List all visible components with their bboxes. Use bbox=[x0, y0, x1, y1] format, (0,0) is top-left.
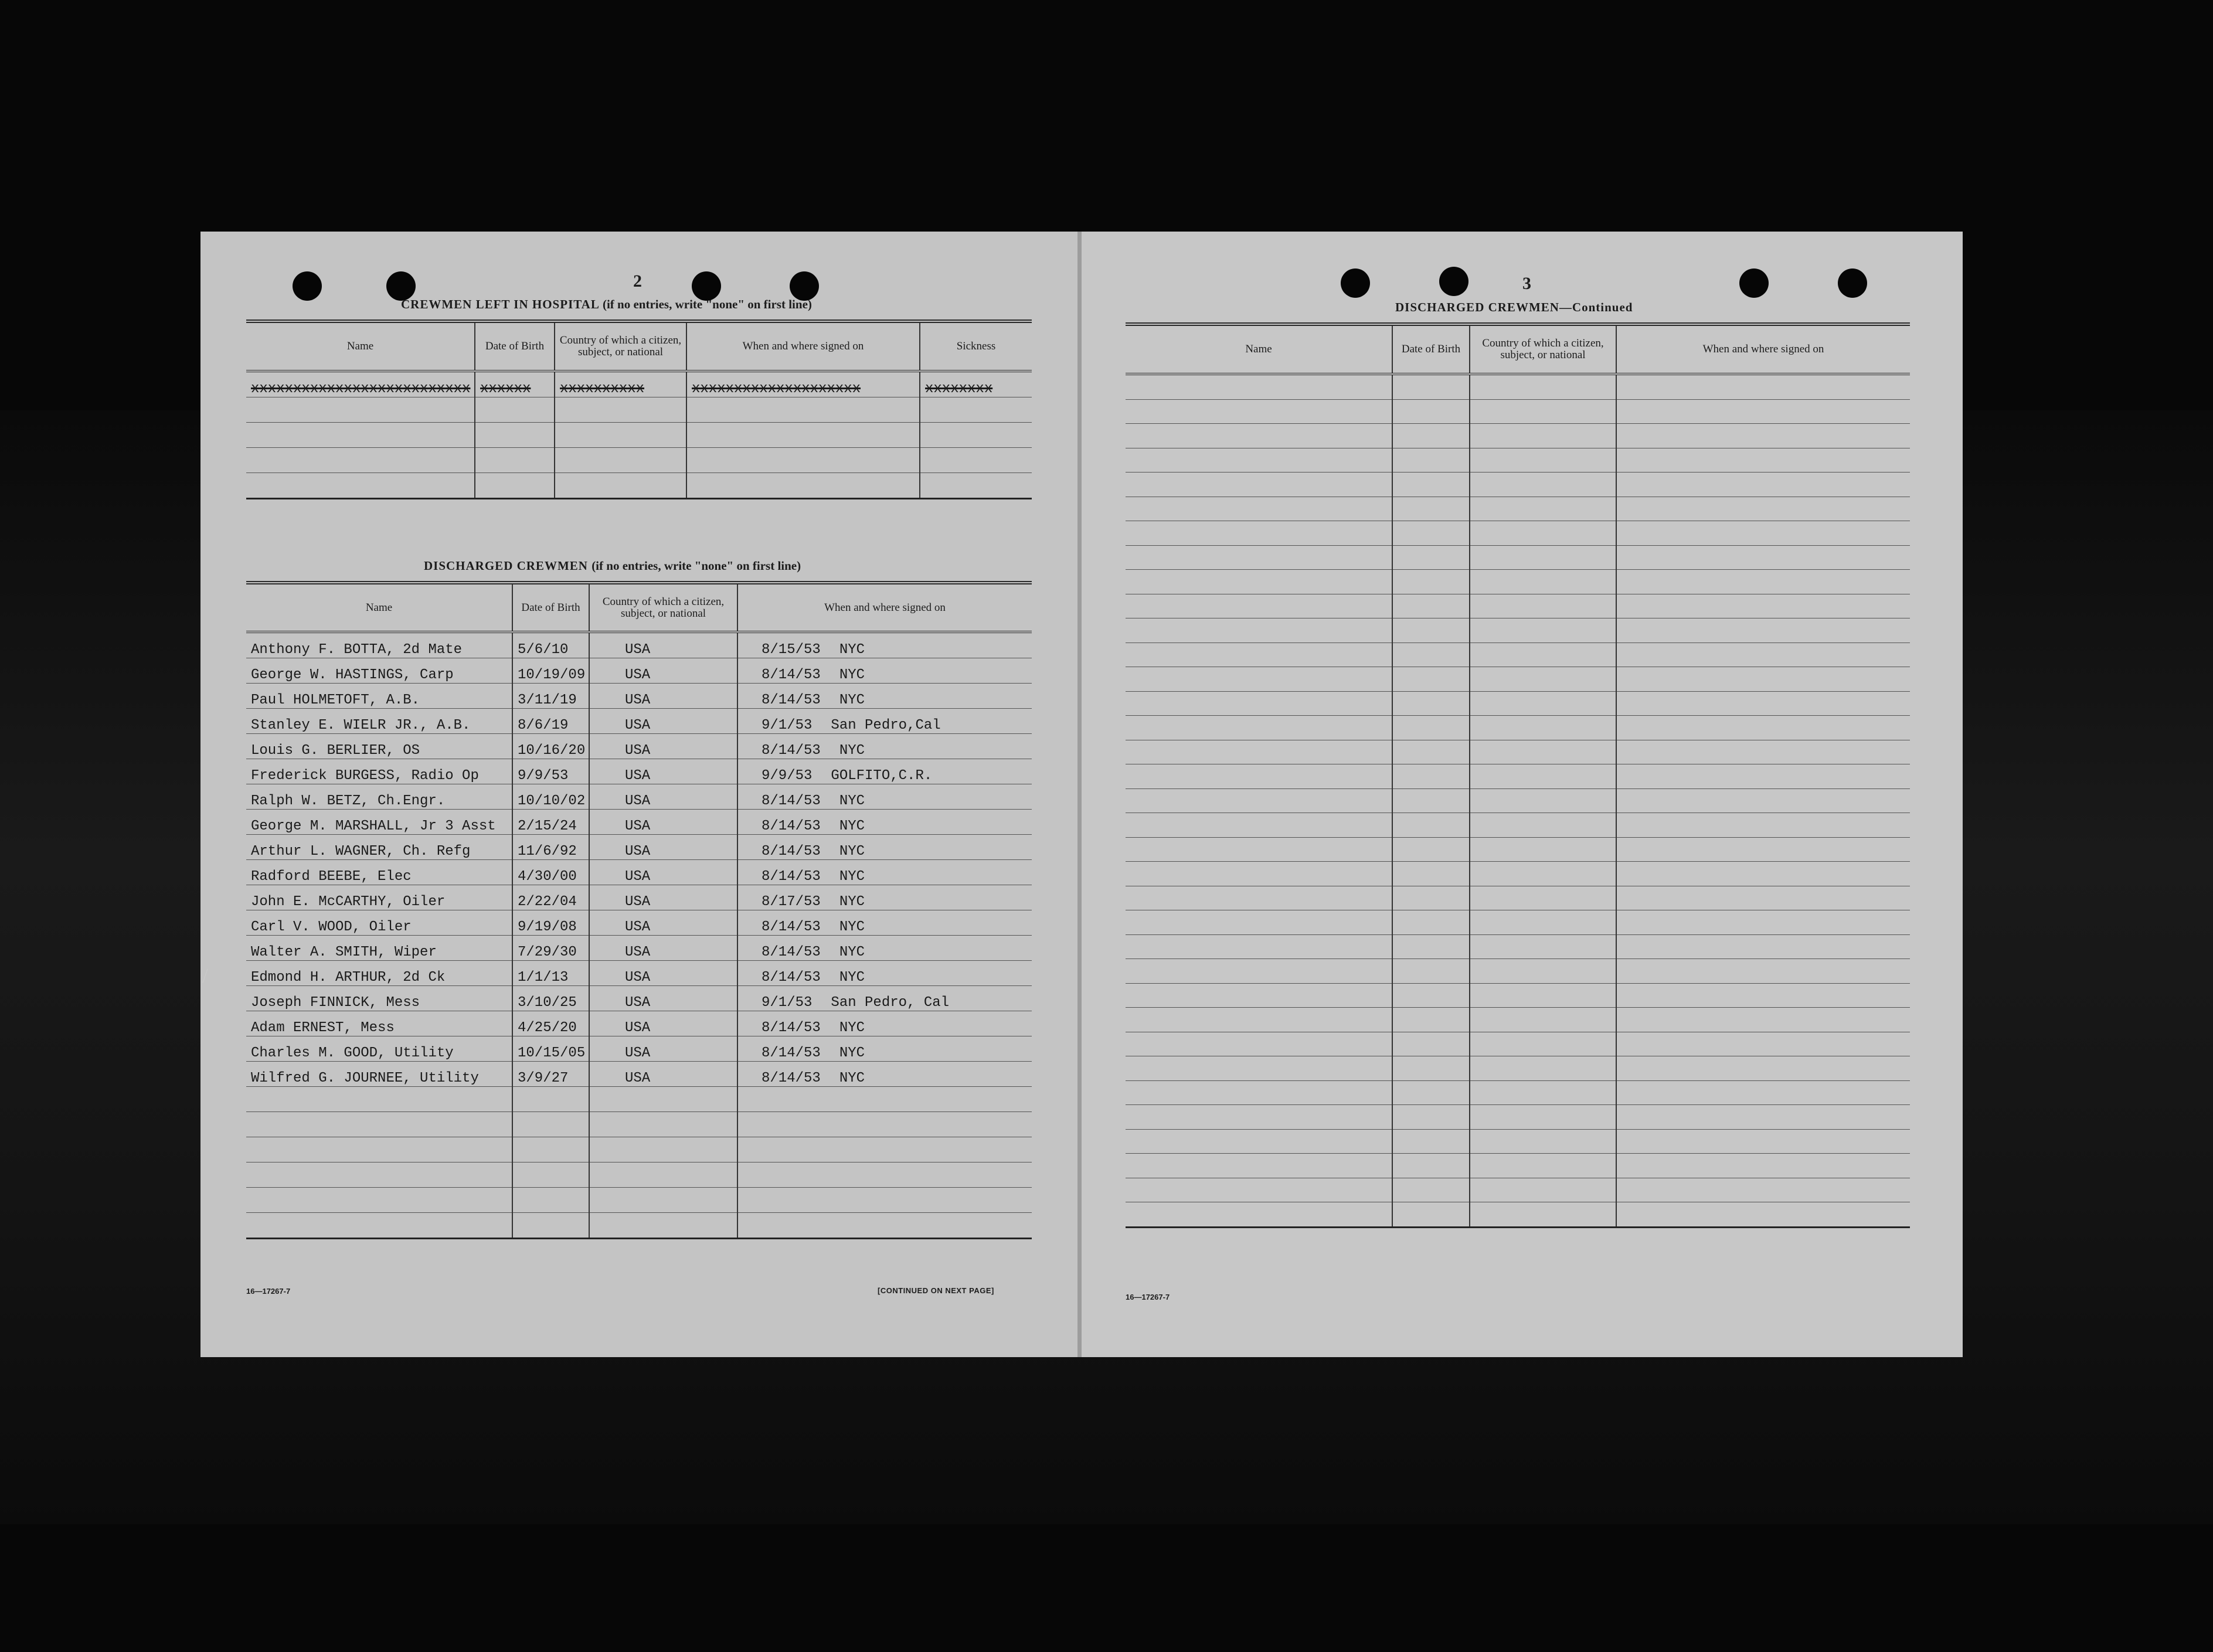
blank-row bbox=[1126, 1202, 1910, 1228]
crew-name: Anthony F. BOTTA, 2d Mate bbox=[246, 632, 512, 658]
header-dob: Date of Birth bbox=[475, 321, 555, 371]
continued-header-row bbox=[1126, 324, 1910, 374]
punch-hole bbox=[692, 271, 721, 301]
table-row bbox=[246, 961, 1032, 986]
crew-name: Louis G. BERLIER, OS bbox=[246, 734, 512, 759]
blank-row bbox=[1126, 862, 1910, 886]
discharged-header-row bbox=[246, 583, 1032, 632]
discharged-title-text: DISCHARGED CREWMEN bbox=[424, 559, 588, 573]
crew-name: Ralph W. BETZ, Ch.Engr. bbox=[246, 784, 512, 810]
crew-dob: 3/10/25 bbox=[512, 986, 589, 1011]
blank-row bbox=[246, 1188, 1032, 1213]
crew-name: Walter A. SMITH, Wiper bbox=[246, 936, 512, 961]
signed-on-place: GOLFITO,C.R. bbox=[831, 768, 933, 784]
crew-country: USA bbox=[589, 658, 737, 684]
signed-on-date: 8/14/53 bbox=[762, 970, 821, 985]
crew-country: USA bbox=[589, 910, 737, 936]
signed-on-date: 9/1/53 bbox=[762, 718, 813, 733]
table-row bbox=[246, 632, 1032, 658]
blank-row bbox=[246, 1137, 1032, 1162]
signed-on-place: NYC bbox=[839, 793, 865, 809]
crew-name: Charles M. GOOD, Utility bbox=[246, 1036, 512, 1062]
blank-row bbox=[1126, 910, 1910, 935]
blank-row bbox=[1126, 1178, 1910, 1202]
crew-country: USA bbox=[589, 885, 737, 910]
blank-row bbox=[1126, 934, 1910, 959]
crew-country: USA bbox=[589, 1011, 737, 1036]
blank-row bbox=[1126, 497, 1910, 521]
hospital-section-title bbox=[401, 297, 812, 312]
blank-row bbox=[1126, 1154, 1910, 1178]
signed-on-date: 8/14/53 bbox=[762, 818, 821, 834]
hospital-header-row bbox=[246, 321, 1032, 371]
crew-country: USA bbox=[589, 784, 737, 810]
header-name: Name bbox=[1126, 324, 1392, 374]
punch-hole bbox=[386, 271, 416, 301]
signed-on-place: NYC bbox=[839, 818, 865, 834]
signed-on-place: San Pedro, Cal bbox=[831, 995, 950, 1011]
signed-on-date: 9/1/53 bbox=[762, 995, 813, 1011]
crew-country: USA bbox=[589, 961, 737, 986]
crew-country: USA bbox=[589, 709, 737, 734]
signed-on-date: 8/14/53 bbox=[762, 1045, 821, 1061]
blank-row bbox=[246, 397, 1032, 423]
signed-on-place: NYC bbox=[839, 642, 865, 658]
punch-hole bbox=[1838, 268, 1867, 298]
signed-on-place: NYC bbox=[839, 970, 865, 985]
blank-row bbox=[1126, 1008, 1910, 1032]
blank-row bbox=[1126, 1129, 1910, 1154]
signed-on-date: 8/14/53 bbox=[762, 1020, 821, 1036]
header-sickness: Sickness bbox=[956, 340, 996, 352]
signed-on-place: NYC bbox=[839, 1020, 865, 1036]
crew-name: George M. MARSHALL, Jr 3 Asst bbox=[246, 810, 512, 835]
crew-dob: 10/15/05 bbox=[512, 1036, 589, 1062]
crew-dob: 9/9/53 bbox=[512, 759, 589, 784]
signed-on-date: 8/14/53 bbox=[762, 743, 821, 759]
page-number: 2 bbox=[633, 271, 642, 291]
crew-country: USA bbox=[589, 835, 737, 860]
crew-country: USA bbox=[589, 759, 737, 784]
table-row bbox=[246, 759, 1032, 784]
table-row bbox=[246, 885, 1032, 910]
crew-name: George W. HASTINGS, Carp bbox=[246, 658, 512, 684]
signed-on-place: NYC bbox=[839, 919, 865, 935]
crew-dob: 10/16/20 bbox=[512, 734, 589, 759]
struck-cell: xxxxxxxxxx bbox=[555, 371, 686, 397]
crew-signed-on bbox=[737, 936, 1032, 961]
blank-row bbox=[1126, 374, 1910, 399]
table-row bbox=[246, 835, 1032, 860]
crew-signed-on bbox=[737, 1036, 1032, 1062]
signed-on-date: 8/14/53 bbox=[762, 1070, 821, 1086]
crew-country: USA bbox=[589, 986, 737, 1011]
crew-signed-on bbox=[737, 860, 1032, 885]
crew-signed-on bbox=[737, 961, 1032, 986]
blank-row bbox=[1126, 837, 1910, 862]
crew-dob: 10/19/09 bbox=[512, 658, 589, 684]
punch-hole bbox=[1739, 268, 1769, 298]
blank-row bbox=[1126, 643, 1910, 667]
table-row bbox=[246, 936, 1032, 961]
crew-signed-on bbox=[737, 1011, 1032, 1036]
hospital-title-note: (if no entries, write "none" on first line) bbox=[602, 297, 812, 311]
blank-row bbox=[1126, 764, 1910, 789]
crew-signed-on bbox=[737, 810, 1032, 835]
blank-row bbox=[246, 1162, 1032, 1188]
blank-row bbox=[1126, 521, 1910, 546]
crew-name: Wilfred G. JOURNEE, Utility bbox=[246, 1062, 512, 1087]
signed-on-place: NYC bbox=[839, 844, 865, 859]
crew-dob: 2/15/24 bbox=[512, 810, 589, 835]
header-name: Name bbox=[246, 583, 512, 632]
blank-row bbox=[246, 448, 1032, 473]
crew-name: Carl V. WOOD, Oiler bbox=[246, 910, 512, 936]
crew-signed-on bbox=[737, 734, 1032, 759]
crew-signed-on bbox=[737, 986, 1032, 1011]
signed-on-date: 8/17/53 bbox=[762, 894, 821, 910]
table-row bbox=[246, 709, 1032, 734]
table-row bbox=[246, 860, 1032, 885]
blank-row bbox=[1126, 545, 1910, 570]
struck-cell: xxxxxx bbox=[475, 371, 555, 397]
blank-row bbox=[1126, 886, 1910, 910]
header-dob: Date of Birth bbox=[512, 583, 589, 632]
page-number: 3 bbox=[1522, 274, 1531, 293]
crew-dob: 8/6/19 bbox=[512, 709, 589, 734]
crew-country: USA bbox=[589, 734, 737, 759]
blank-row bbox=[246, 1087, 1032, 1112]
crew-signed-on bbox=[737, 759, 1032, 784]
hospital-title-text: CREWMEN LEFT IN HOSPITAL bbox=[401, 297, 599, 311]
crew-name: Adam ERNEST, Mess bbox=[246, 1011, 512, 1036]
crew-signed-on bbox=[737, 885, 1032, 910]
crew-country: USA bbox=[589, 684, 737, 709]
crew-name: Paul HOLMETOFT, A.B. bbox=[246, 684, 512, 709]
crew-dob: 2/22/04 bbox=[512, 885, 589, 910]
struck-cell: xxxxxxxx bbox=[920, 371, 1032, 397]
header-dob: Date of Birth bbox=[1392, 324, 1470, 374]
header-country: Country of which a citizen, subject, or national bbox=[555, 321, 686, 371]
blank-row bbox=[1126, 691, 1910, 716]
hospital-table bbox=[246, 319, 1032, 499]
blank-row bbox=[1126, 813, 1910, 838]
table-row bbox=[246, 1011, 1032, 1036]
crew-name: Joseph FINNICK, Mess bbox=[246, 986, 512, 1011]
crew-signed-on bbox=[737, 658, 1032, 684]
signed-on-place: NYC bbox=[839, 944, 865, 960]
signed-on-date: 8/15/53 bbox=[762, 642, 821, 658]
discharged-section-title bbox=[424, 559, 801, 573]
struck-cell: xxxxxxxxxxxxxxxxxxxxxxxxxx bbox=[246, 371, 475, 397]
blank-row bbox=[1126, 1056, 1910, 1081]
blank-row bbox=[1126, 983, 1910, 1008]
crew-country: USA bbox=[589, 632, 737, 658]
header-signed-on: When and where signed on bbox=[686, 321, 920, 371]
crew-name: Radford BEEBE, Elec bbox=[246, 860, 512, 885]
signed-on-place: NYC bbox=[839, 692, 865, 708]
crew-signed-on bbox=[737, 835, 1032, 860]
crew-country: USA bbox=[589, 1036, 737, 1062]
crew-name: John E. McCARTHY, Oiler bbox=[246, 885, 512, 910]
signed-on-date: 8/14/53 bbox=[762, 692, 821, 708]
blank-row bbox=[1126, 1080, 1910, 1105]
blank-row bbox=[1126, 667, 1910, 692]
punch-hole bbox=[293, 271, 322, 301]
continued-section-title: DISCHARGED CREWMEN—Continued bbox=[1395, 300, 1633, 314]
form-number: 16—17267-7 bbox=[1126, 1293, 1170, 1301]
signed-on-place: NYC bbox=[839, 869, 865, 885]
blank-row bbox=[246, 1213, 1032, 1239]
margin-mark: / bbox=[202, 964, 209, 987]
discharged-table bbox=[246, 581, 1032, 1239]
crew-name: Frederick BURGESS, Radio Op bbox=[246, 759, 512, 784]
blank-row bbox=[1126, 959, 1910, 984]
blank-row bbox=[1126, 716, 1910, 740]
blank-row bbox=[246, 1112, 1032, 1137]
crew-signed-on bbox=[737, 684, 1032, 709]
form-number: 16—17267-7 bbox=[246, 1287, 291, 1296]
continued-table bbox=[1126, 322, 1910, 1228]
header-signed-on: When and where signed on bbox=[824, 601, 946, 614]
signed-on-date: 9/9/53 bbox=[762, 768, 813, 784]
blank-row bbox=[1126, 788, 1910, 813]
crew-dob: 3/9/27 bbox=[512, 1062, 589, 1087]
table-row bbox=[246, 910, 1032, 936]
punch-hole bbox=[1439, 267, 1468, 296]
left-page bbox=[200, 232, 1079, 1357]
crew-country: USA bbox=[589, 1062, 737, 1087]
crew-country: USA bbox=[589, 936, 737, 961]
blank-row bbox=[1126, 473, 1910, 497]
blank-row bbox=[246, 423, 1032, 448]
signed-on-date: 8/14/53 bbox=[762, 667, 821, 683]
table-row bbox=[246, 684, 1032, 709]
crew-name: Arthur L. WAGNER, Ch. Refg bbox=[246, 835, 512, 860]
blank-row bbox=[246, 473, 1032, 499]
blank-row bbox=[1126, 618, 1910, 643]
blank-row bbox=[1126, 570, 1910, 594]
blank-row bbox=[1126, 399, 1910, 424]
signed-on-date: 8/14/53 bbox=[762, 844, 821, 859]
blank-row bbox=[1126, 448, 1910, 473]
crew-dob: 9/19/08 bbox=[512, 910, 589, 936]
signed-on-place: NYC bbox=[839, 667, 865, 683]
signed-on-date: 8/14/53 bbox=[762, 793, 821, 809]
right-page bbox=[1082, 232, 1963, 1357]
signed-on-date: 8/14/53 bbox=[762, 919, 821, 935]
continued-note: [CONTINUED ON NEXT PAGE] bbox=[878, 1286, 994, 1295]
crew-dob: 4/25/20 bbox=[512, 1011, 589, 1036]
crew-dob: 4/30/00 bbox=[512, 860, 589, 885]
crew-signed-on bbox=[737, 632, 1032, 658]
blank-row bbox=[1126, 740, 1910, 764]
signed-on-date: 8/14/53 bbox=[762, 869, 821, 885]
crew-dob: 10/10/02 bbox=[512, 784, 589, 810]
punch-hole bbox=[790, 271, 819, 301]
signed-on-date: 8/14/53 bbox=[762, 944, 821, 960]
table-row bbox=[246, 810, 1032, 835]
crew-signed-on bbox=[737, 910, 1032, 936]
blank-row bbox=[1126, 1032, 1910, 1056]
crew-dob: 3/11/19 bbox=[512, 684, 589, 709]
struck-cell: xxxxxxxxxxxxxxxxxxxx bbox=[686, 371, 920, 397]
table-row bbox=[246, 784, 1032, 810]
blank-row bbox=[1126, 1105, 1910, 1130]
table-row bbox=[246, 1036, 1032, 1062]
table-row bbox=[246, 658, 1032, 684]
signed-on-place: San Pedro,Cal bbox=[831, 718, 941, 733]
struck-out-row bbox=[246, 371, 1032, 397]
blank-row bbox=[1126, 594, 1910, 618]
header-country: Country of which a citizen, subject, or national bbox=[589, 583, 737, 632]
header-signed-on: When and where signed on bbox=[1702, 343, 1824, 355]
crew-dob: 7/29/30 bbox=[512, 936, 589, 961]
discharged-title-note: (if no entries, write "none" on first line) bbox=[592, 559, 801, 573]
punch-hole bbox=[1341, 268, 1370, 298]
crew-dob: 1/1/13 bbox=[512, 961, 589, 986]
blank-row bbox=[1126, 424, 1910, 448]
header-country: Country of which a citizen, subject, or national bbox=[1470, 324, 1616, 374]
table-row bbox=[246, 734, 1032, 759]
signed-on-place: NYC bbox=[839, 743, 865, 759]
signed-on-place: NYC bbox=[839, 1045, 865, 1061]
crew-signed-on bbox=[737, 1062, 1032, 1087]
crew-country: USA bbox=[589, 810, 737, 835]
crew-name: Stanley E. WIELR JR., A.B. bbox=[246, 709, 512, 734]
crew-country: USA bbox=[589, 860, 737, 885]
signed-on-place: NYC bbox=[839, 894, 865, 910]
signed-on-place: NYC bbox=[839, 1070, 865, 1086]
crew-signed-on bbox=[737, 709, 1032, 734]
table-row bbox=[246, 986, 1032, 1011]
crew-dob: 5/6/10 bbox=[512, 632, 589, 658]
crew-name: Edmond H. ARTHUR, 2d Ck bbox=[246, 961, 512, 986]
table-row bbox=[246, 1062, 1032, 1087]
crew-signed-on bbox=[737, 784, 1032, 810]
header-name: Name bbox=[246, 321, 475, 371]
crew-dob: 11/6/92 bbox=[512, 835, 589, 860]
